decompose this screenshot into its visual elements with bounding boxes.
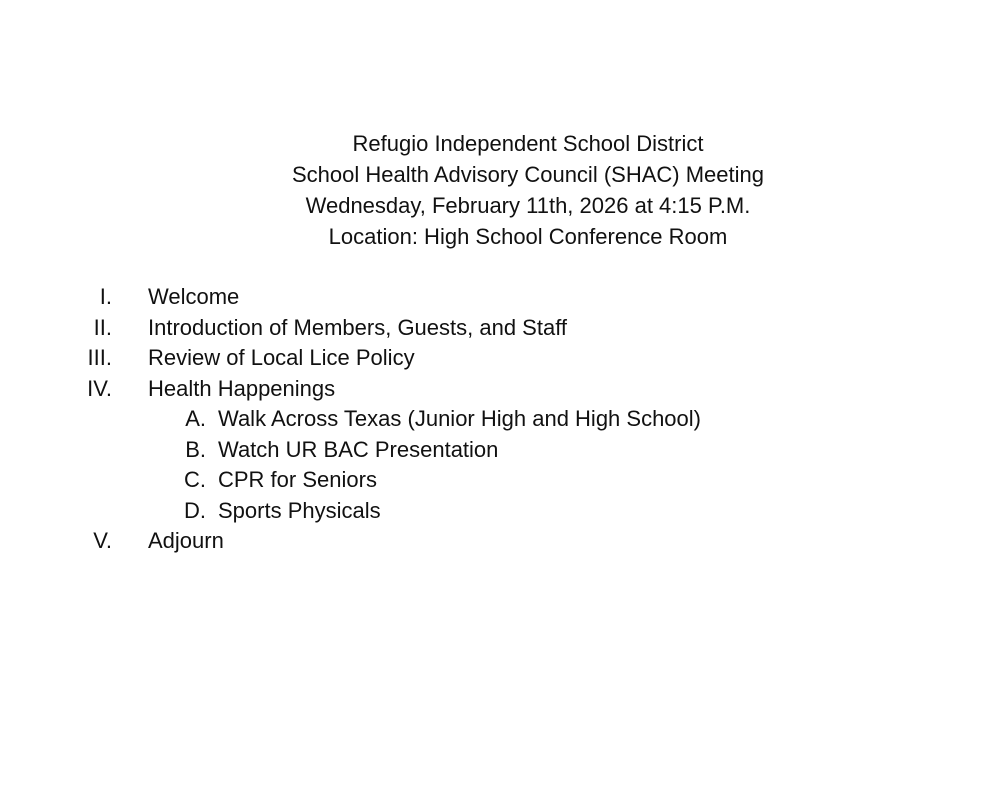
agenda-item-welcome	[0, 282, 1000, 313]
agenda-sub-item-text: Sports Physicals	[218, 497, 381, 523]
agenda-sub-item-letter: B.	[185, 436, 206, 462]
agenda-sub-item-sports-physicals	[0, 496, 1000, 527]
agenda-sub-item-letter: A.	[185, 406, 206, 431]
agenda-item-adjourn	[0, 526, 1000, 557]
agenda-item-numeral: I.	[99, 284, 112, 309]
agenda-item-text: Welcome	[148, 284, 240, 309]
agenda-item-health-happenings	[0, 374, 1000, 405]
agenda-item-numeral: II.	[93, 314, 112, 340]
agenda-item-text: Health Happenings	[148, 375, 336, 401]
agenda-list	[0, 282, 1000, 557]
agenda-item-introductions	[0, 313, 1000, 344]
agenda-sub-item-watch-ur-bac	[0, 435, 1000, 466]
agenda-sub-item-walk-across-texas	[0, 404, 1000, 435]
meeting-title: School Health Advisory Council (SHAC) Meeting	[292, 162, 764, 187]
document-header	[0, 128, 1000, 252]
agenda-sub-item-letter: D.	[184, 497, 206, 523]
agenda-sub-item-cpr	[0, 465, 1000, 496]
agenda-sub-item-letter: C.	[184, 467, 206, 492]
agenda-item-numeral: III.	[87, 345, 112, 370]
agenda-item-numeral: IV.	[87, 375, 112, 401]
agenda-sub-item-text: CPR for Seniors	[218, 467, 377, 492]
agenda-item-numeral: V.	[93, 528, 112, 553]
district-name: Refugio Independent School District	[352, 131, 704, 156]
agenda-item-text: Review of Local Lice Policy	[148, 345, 415, 370]
agenda-item-lice-policy	[0, 343, 1000, 374]
agenda-item-text: Adjourn	[148, 528, 224, 553]
agenda-item-text: Introduction of Members, Guests, and Staff	[148, 314, 568, 340]
agenda-sub-item-text: Walk Across Texas (Junior High and High School)	[218, 406, 701, 431]
meeting-location: Location: High School Conference Room	[328, 224, 728, 249]
agenda-sub-item-text: Watch UR BAC Presentation	[218, 436, 499, 462]
meeting-datetime: Wednesday, February 11th, 2026 at 4:15 P.M.	[305, 193, 751, 218]
